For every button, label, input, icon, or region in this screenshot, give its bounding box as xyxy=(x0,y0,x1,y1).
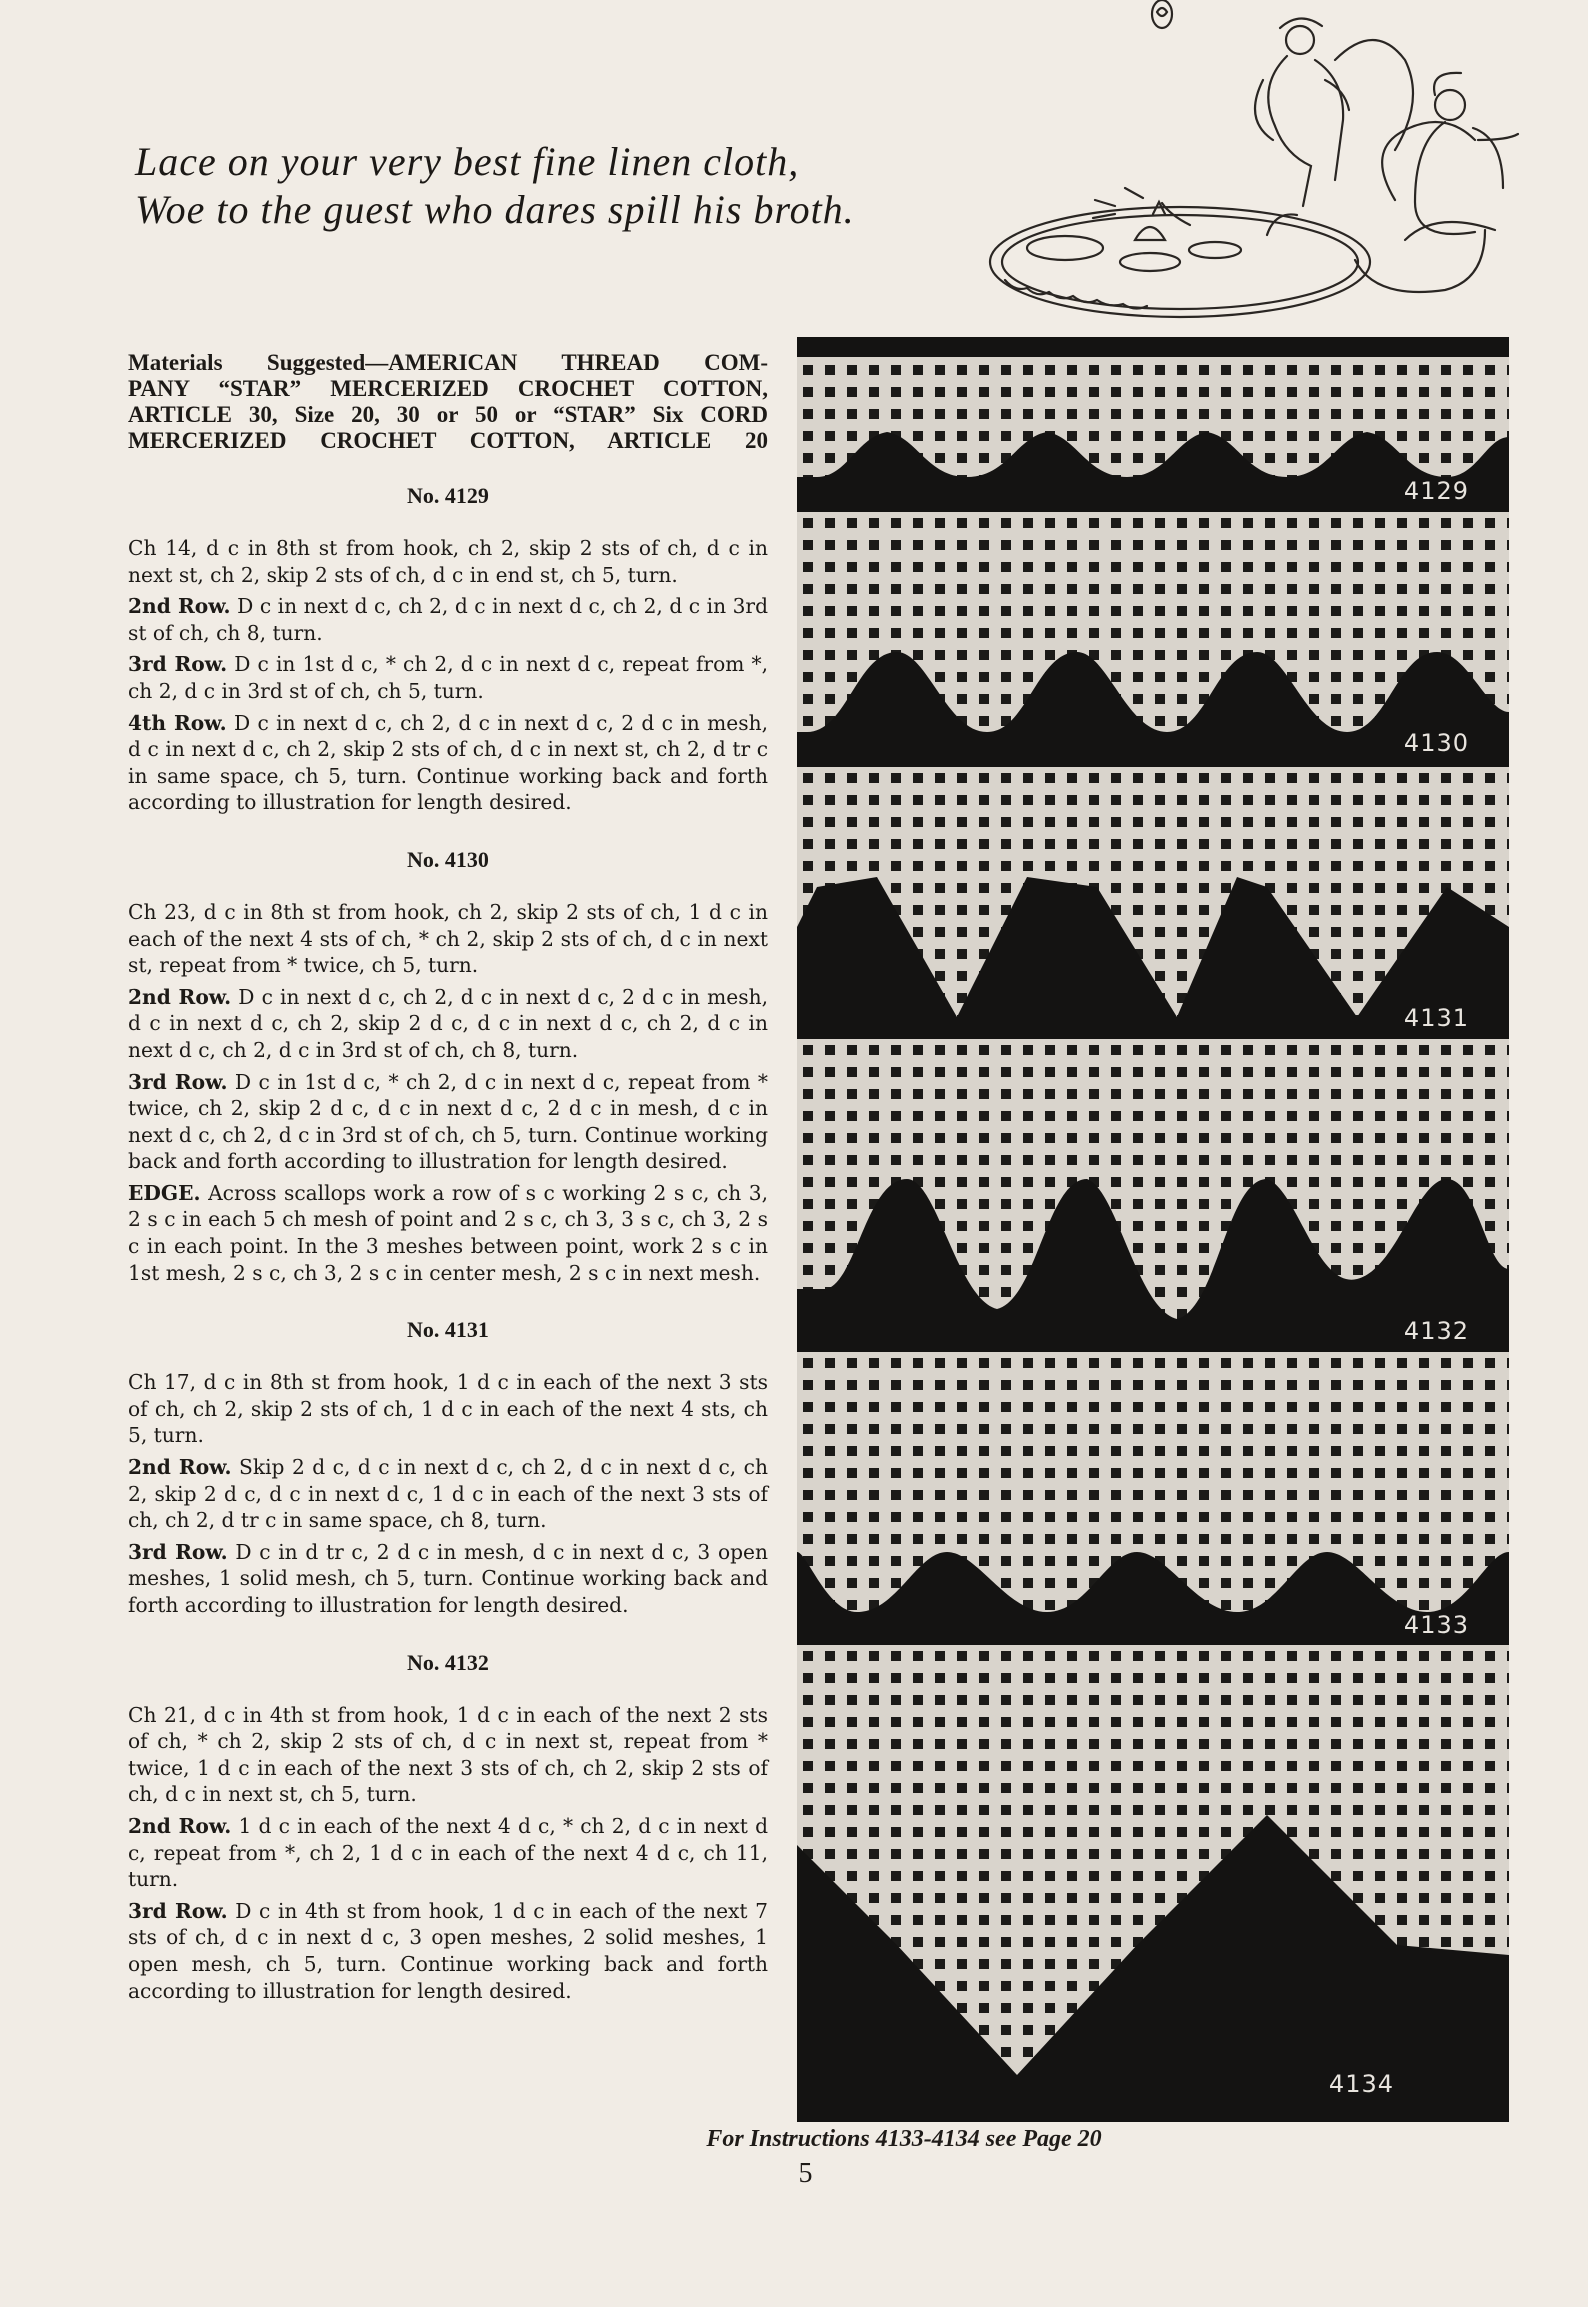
row-text: D c in 1st d c, * ch 2, d c in next d c, repeat from * twice, ch 2, skip 2 d c, d c in next d c, 2 d c in mesh, d c in next d c, ch 2, d c in 3rd st of ch, ch 5, turn. Continue working back and forth according to illustration for length desired. xyxy=(128,1069,768,1174)
pattern-heading: No. 4131 xyxy=(407,1317,489,1343)
materials-line: Materials Suggested—AMERICAN THREAD COM- xyxy=(128,350,768,375)
row-text: D c in 4th st from hook, 1 d c in each of the next 7 sts of ch, d c in next d c, 3 open meshes, 2 solid meshes, 1 open mesh, ch 5, turn. Continue working back and forth according to illustration for length desired. xyxy=(128,1898,768,2003)
photo-label-4130: 4130 xyxy=(1403,729,1469,757)
lace-edgings-photo xyxy=(797,337,1509,2122)
verse-line-2: Woe to the guest who dares spill his broth. xyxy=(135,187,855,232)
instruction-paragraph xyxy=(128,1898,768,2004)
photo-label-4131: 4131 xyxy=(1403,1004,1469,1032)
verse-line-1: Lace on your very best fine linen cloth, xyxy=(135,139,800,184)
pattern-heading: No. 4130 xyxy=(407,846,489,872)
pattern-heading: No. 4132 xyxy=(407,1649,489,1675)
row-text: D c in next d c, ch 2, d c in next d c, 2 d c in mesh, d c in next d c, ch 2, skip 2 sts of ch, d c in next st, ch 2, d tr c in same space, ch 5, turn. Continue working back and forth according to illustration for length desired. xyxy=(128,710,768,815)
row-text: D c in 1st d c, * ch 2, d c in next d c, repeat from *, ch 2, d c in 3rd st of ch, ch 5, turn. xyxy=(128,652,768,703)
lace-band-4129 xyxy=(797,337,1509,497)
instruction-paragraph xyxy=(128,899,768,979)
lace-band-4133 xyxy=(797,1352,1509,1632)
row-text: D c in next d c, ch 2, d c in next d c, 2 d c in mesh, d c in next d c, ch 2, skip 2 d c, d c in next d c, ch 2, d c in next d c, ch 2, d c in 3rd st of ch, ch 8, turn. xyxy=(128,984,769,1062)
verse xyxy=(135,138,975,234)
row-label: 3rd Row. xyxy=(128,1898,228,1923)
materials-line: PANY “STAR” MERCERIZED CROCHET COTTON, xyxy=(128,376,768,401)
tea-party-illustration xyxy=(975,0,1535,330)
materials-line: ARTICLE 30, Size 20, 30 or 50 or “STAR” Six CORD xyxy=(128,402,768,427)
photo-label-4133: 4133 xyxy=(1403,1611,1469,1639)
row-text: 1 d c in each of the next 4 d c, * ch 2, d c in next d c, repeat from *, ch 2, 1 d c in each of the next 4 d c, ch 11, turn. xyxy=(128,1813,769,1892)
pattern-4131 xyxy=(128,1316,768,1618)
photo-label-4129: 4129 xyxy=(1403,477,1469,505)
footer-instructions-note: For Instructions 4133-4134 see Page 20 xyxy=(706,2126,1102,2152)
pattern-heading: No. 4129 xyxy=(407,483,489,508)
row-label: 2nd Row. xyxy=(128,1813,232,1838)
instruction-paragraph xyxy=(128,535,768,588)
lace-band-4132 xyxy=(797,1039,1509,1329)
instruction-paragraph xyxy=(128,1369,768,1449)
lace-band-4131 xyxy=(797,767,1509,1027)
instruction-paragraph xyxy=(128,984,768,1064)
row-label: EDGE. xyxy=(128,1180,201,1205)
row-label: 2nd Row. xyxy=(128,984,232,1009)
row-text: Across scallops work a row of s c working 2 s c, ch 3, 2 s c in each 5 ch mesh of point and 2 s c, ch 3, 3 s c, ch 3, 2 s c in each point. In the 3 meshes between point, work 2 s c in 1st mesh, 2 s c, ch 3, 2 s c in center mesh, 2 s c in next mesh. xyxy=(128,1180,768,1285)
row-label: 2nd Row. xyxy=(128,1455,232,1480)
row-text: D c in d tr c, 2 d c in mesh, d c in next d c, 3 open meshes, 1 solid mesh, ch 5, turn. Continue working back and forth according to illustration for length desired. xyxy=(128,1539,768,1617)
materials-suggested xyxy=(128,350,768,454)
instruction-paragraph xyxy=(128,710,768,816)
instructions-column xyxy=(128,350,768,2034)
materials-line: MERCERIZED CROCHET COTTON, ARTICLE 20 xyxy=(128,428,768,453)
row-text: Ch 14, d c in 8th st from hook, ch 2, skip 2 sts of ch, d c in next st, ch 2, skip 2 sts of ch, d c in end st, ch 5, turn. xyxy=(128,536,768,587)
row-label: 3rd Row. xyxy=(128,1069,228,1094)
instruction-paragraph xyxy=(128,1180,768,1286)
instruction-paragraph xyxy=(128,1069,768,1175)
row-label: 3rd Row. xyxy=(128,652,228,677)
page-number: 5 xyxy=(798,2158,813,2189)
lace-band-4130 xyxy=(797,512,1509,742)
lace-band-4134 xyxy=(797,1645,1509,2122)
row-text: Skip 2 d c, d c in next d c, ch 2, d c in next d c, ch 2, skip 2 d c, d c in next d c, 1 d c in each of the next 3 sts of ch, ch 2, d tr c in same space, ch 8, turn. xyxy=(128,1455,768,1533)
pattern-4129 xyxy=(128,482,768,816)
instruction-paragraph xyxy=(128,593,768,646)
row-label: 2nd Row. xyxy=(128,594,231,619)
row-label: 4th Row. xyxy=(128,710,227,735)
row-text: Ch 21, d c in 4th st from hook, 1 d c in each of the next 2 sts of ch, * ch 2, skip 2 sts of ch, d c in next st, repeat from * twice, 1 d c in each of the next 3 sts of ch, ch 2, skip 2 sts of ch, d c in next st, ch 5, turn. xyxy=(128,1702,768,1807)
instruction-paragraph xyxy=(128,1539,768,1619)
instruction-paragraph xyxy=(128,1454,768,1534)
photo-label-4134: 4134 xyxy=(1328,2070,1394,2098)
row-text: Ch 23, d c in 8th st from hook, ch 2, skip 2 sts of ch, 1 d c in each of the next 4 sts of ch, * ch 2, skip 2 sts of ch, d c in next st, repeat from * twice, ch 5, turn. xyxy=(128,899,768,978)
instruction-paragraph xyxy=(128,1813,768,1893)
photo-label-4132: 4132 xyxy=(1403,1317,1469,1345)
row-label: 3rd Row. xyxy=(128,1539,228,1564)
row-text: D c in next d c, ch 2, d c in next d c, ch 2, d c in 3rd st of ch, ch 8, turn. xyxy=(128,594,769,645)
row-text: Ch 17, d c in 8th st from hook, 1 d c in each of the next 3 sts of ch, ch 2, skip 2 sts of ch, 1 d c in each of the next 4 sts, ch 5, turn. xyxy=(128,1370,768,1448)
instruction-paragraph xyxy=(128,1702,768,1808)
pattern-4130 xyxy=(128,846,768,1286)
pattern-4132 xyxy=(128,1649,768,2005)
instruction-paragraph xyxy=(128,651,768,704)
